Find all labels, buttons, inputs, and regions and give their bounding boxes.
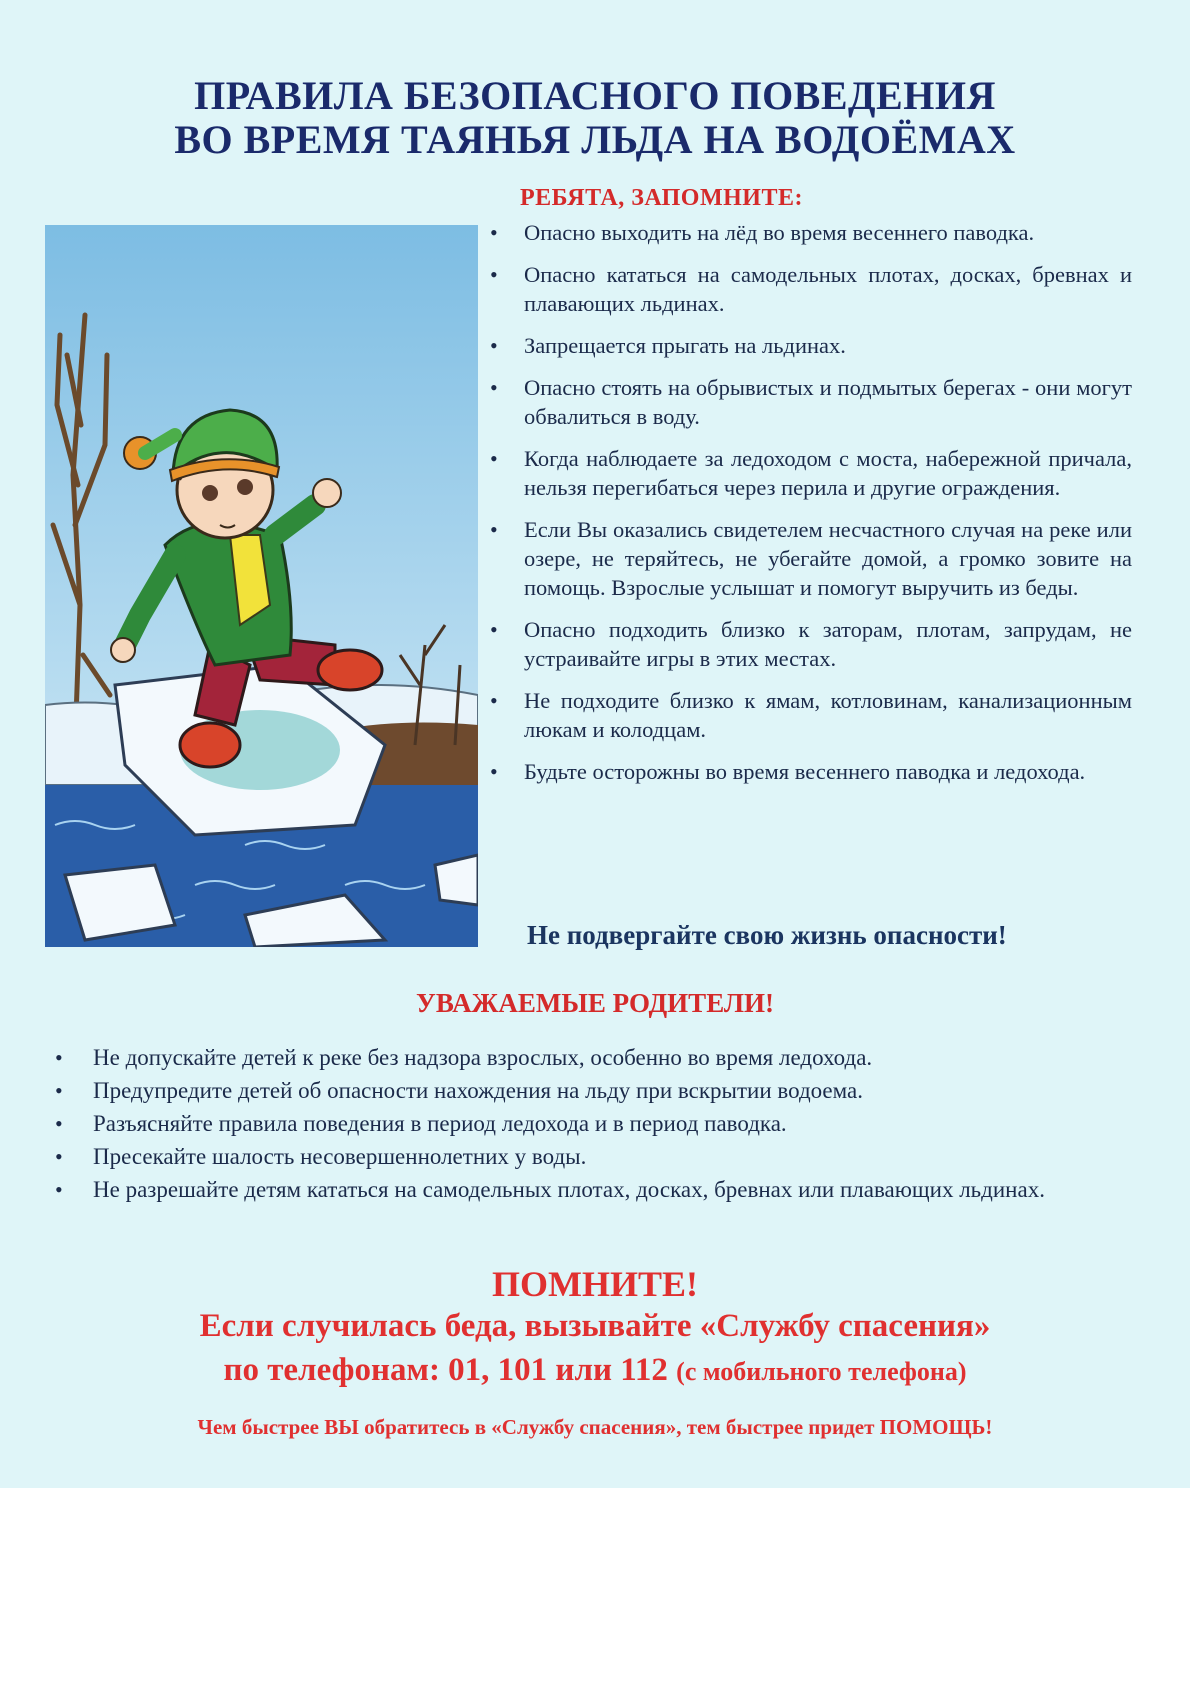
list-item: • Опасно выходить на лёд во время весеннего паводка. — [490, 220, 1035, 245]
list-item: • Запрещается прыгать на льдинах. — [490, 333, 846, 358]
bullet-icon: • — [55, 1045, 63, 1070]
remember-heading: ПОМНИТЕ! — [492, 1264, 698, 1304]
bullet-icon: • — [490, 375, 498, 400]
bullet-icon: • — [55, 1177, 63, 1202]
list-item: • Не разрешайте детям кататься на самодельных плотах, досках, бревнах или плавающих льдинах. — [55, 1177, 1045, 1202]
bullet-icon: • — [55, 1078, 63, 1103]
list-item: • Не допускайте детей к реке без надзора взрослых, особенно во время ледохода. — [55, 1045, 873, 1070]
list-item: • Будьте осторожны во время весеннего паводка и ледохода. — [490, 759, 1086, 784]
list-item: • Опасно подходить близко к заторам, плотам, запрудам, не устраивайте игры в этих местах. — [490, 617, 1132, 671]
rescue-service-line: Если случилась беда, вызывайте «Службу спасения» — [199, 1308, 991, 1344]
kids-heading: РЕБЯТА, ЗАПОМНИТЕ: — [520, 185, 803, 211]
title-line-2: ВО ВРЕМЯ ТАЯНЬЯ ЛЬДА НА ВОДОЁМАХ — [174, 117, 1016, 162]
list-item: • Не подходите близко к ямам, котловинам, канализационным люкам и колодцам. — [490, 688, 1132, 742]
title-line-1: ПРАВИЛА БЕЗОПАСНОГО ПОВЕДЕНИЯ — [194, 73, 996, 118]
bullet-icon: • — [490, 617, 498, 642]
footer-note: Чем быстрее ВЫ обратитесь в «Службу спасения», тем быстрее придет ПОМОЩЬ! — [197, 1415, 993, 1439]
list-item: • Пресекайте шалость несовершеннолетних у воды. — [55, 1144, 587, 1169]
bullet-icon: • — [55, 1144, 63, 1169]
list-item: • Когда наблюдаете за ледоходом с моста, набережной причала, нельзя перегибаться через перила и другие ограждения. — [490, 446, 1132, 500]
danger-warning: Не подвергайте свою жизнь опасности! — [527, 920, 1007, 950]
kids-rules-list — [490, 218, 1132, 799]
bullet-icon: • — [490, 446, 498, 471]
bullet-icon: • — [490, 220, 498, 245]
parents-rules-list — [55, 1043, 1132, 1208]
bullet-icon: • — [55, 1111, 63, 1136]
list-item: • Предупредите детей об опасности нахождения на льду при вскрытии водоема. — [55, 1078, 863, 1103]
list-item: • Опасно кататься на самодельных плотах, досках, бревнах и плавающих льдинах. — [490, 262, 1132, 316]
bullet-icon: • — [490, 759, 498, 784]
bullet-icon: • — [490, 333, 498, 358]
list-item: • Разъясняйте правила поведения в период ледохода и в период паводка. — [55, 1111, 787, 1136]
bullet-icon: • — [490, 262, 498, 287]
phone-numbers: по телефонам: 01, 101 или 112 — [223, 1352, 668, 1388]
list-item: • Если Вы оказались свидетелем несчастного случая на реке или озере, не теряйтесь, не убегайте домой, а громко зовите на помощь. Взрослые услышат и помогут выручить из беды. — [490, 517, 1132, 600]
page-title — [0, 74, 1190, 162]
parents-heading: УВАЖАЕМЫЕ РОДИТЕЛИ! — [416, 988, 774, 1018]
child-on-ice-illustration — [45, 225, 478, 947]
bullet-icon: • — [490, 517, 498, 542]
list-item: • Опасно стоять на обрывистых и подмытых берегах - они могут обвалиться в воду. — [490, 375, 1132, 429]
phone-numbers-line — [0, 1350, 1190, 1392]
bullet-icon: • — [490, 688, 498, 713]
mobile-note: (с мобильного телефона) — [676, 1357, 967, 1386]
